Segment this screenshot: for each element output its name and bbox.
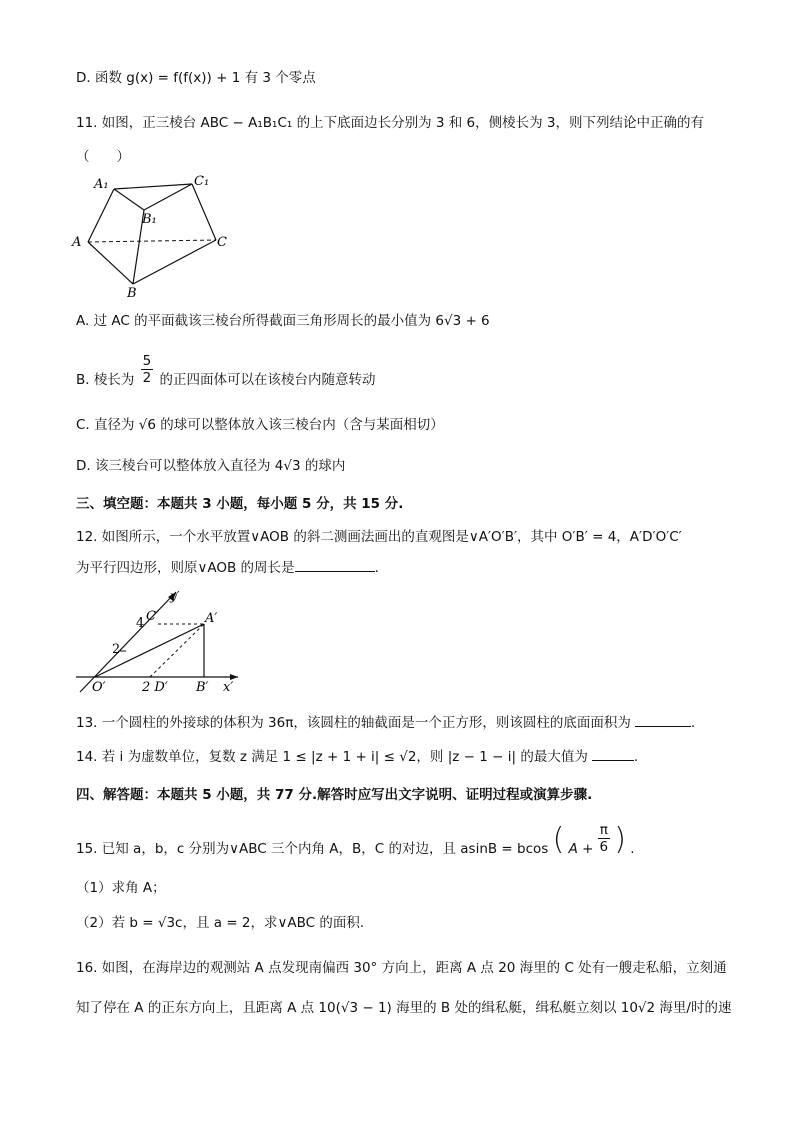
q10-option-d: D. 函数 g(x) = f(f(x)) + 1 有 3 个零点 (76, 70, 316, 86)
label-b-prime: B′ (196, 680, 209, 695)
fraction-denominator: 6 (599, 839, 609, 855)
option-b-prefix: B. 棱长为 (76, 371, 135, 388)
label-y-axis: y′ (170, 589, 180, 603)
section4-title: 四、解答题：本题共 5 小题，共 77 分.解答时应写出文字说明、证明过程或演算步骤. (76, 787, 593, 803)
label-a: A (72, 235, 82, 250)
q14-end: . (633, 749, 639, 765)
q11-stem: 11. 如图，正三棱台 ABC − A₁B₁C₁ 的上下底面边长分别为 3 和 6，侧棱长为 3，则下列结论中正确的有 (76, 115, 705, 131)
q11-option-c: C. 直径为 √6 的球可以整体放入该三棱台内（含与某面相切） (76, 417, 444, 433)
q15-text: 15. 已知 a，b，c 分别为∨ABC 三个内角 A，B，C 的对边，且 asinB = bcos (76, 840, 549, 857)
label-b: B (127, 286, 137, 301)
label-four: 4 (136, 616, 145, 631)
q11-answer-paren: （ ） (76, 149, 130, 165)
section3-title: 三、填空题：本题共 3 小题，每小题 5 分，共 15 分. (76, 496, 404, 512)
q15-end: . (630, 840, 635, 857)
q14-answer-blank[interactable] (592, 746, 634, 761)
q15-part2: （2）若 b = √3c，且 a = 2，求∨ABC 的面积. (76, 915, 365, 931)
label-two: 2 (112, 642, 121, 657)
q12-stem-text: 为平行四边形，则原∨AOB 的周长是 (76, 560, 295, 576)
q11-option-d: D. 该三棱台可以整体放入直径为 4√3 的球内 (76, 458, 346, 474)
fraction-numerator: π (599, 822, 608, 838)
q15-formula-a: A + (568, 840, 594, 857)
q14-text: 14. 若 i 为虚数单位，复数 z 满足 1 ≤ |z + 1 + i| ≤ √2，则 |z − 1 − i| 的最大值为 (76, 749, 588, 765)
q15-stem (76, 822, 635, 864)
q16-line2: 知了停在 A 的正东方向上，且距离 A 点 10(√3 − 1) 海里的 B 处的缉私艇，缉私艇立刻以 10√2 海里/时的速 (76, 1000, 732, 1016)
q11-option-a: A. 过 AC 的平面截该三棱台所得截面三角形周长的最小值为 6√3 + 6 (76, 313, 490, 329)
label-o-prime: O′ (92, 680, 106, 695)
option-b-suffix: 的正四面体可以在该棱台内随意转动 (159, 371, 376, 388)
label-a-prime: A′ (205, 611, 218, 626)
q12-oblique-figure (70, 586, 250, 698)
q13-stem (76, 712, 695, 733)
label-a1: A₁ (94, 177, 109, 192)
q12-stem: 12. 如图所示，一个水平放置∨AOB 的斜二测画法画出的直观图是∨A′O′B′，其中 O′B′ = 4，A′D′O′C′ (76, 529, 682, 545)
q13-answer-blank[interactable] (635, 712, 691, 727)
q12-stem-end: . (374, 560, 379, 576)
q11-frustum-figure (66, 172, 246, 302)
option-b-fraction (141, 353, 154, 386)
q15-part1: （1）求角 A； (76, 880, 166, 896)
label-b1: B₁ (142, 212, 157, 227)
q14-stem (76, 746, 638, 767)
label-c-prime: C′ (146, 609, 159, 624)
fraction-denominator: 2 (142, 370, 152, 386)
q11-option-b (76, 355, 376, 393)
label-c: C (217, 235, 227, 250)
label-d-prime: 2 D′ (142, 680, 168, 695)
q16-line1: 16. 如图，在海岸边的观测站 A 点发现南偏西 30° 方向上，距离 A 点 20 海里的 C 处有一艘走私船，立刻通 (76, 960, 727, 976)
q12-answer-blank[interactable] (295, 557, 375, 572)
q15-paren-close: ) (614, 821, 626, 857)
q13-text: 13. 一个圆柱的外接球的体积为 36π，该圆柱的轴截面是一个正方形，则该圆柱的底面面积为 (76, 715, 631, 731)
q15-pi-fraction (598, 822, 610, 855)
q13-end: . (690, 715, 696, 731)
label-x-axis: x′ (223, 680, 234, 695)
q15-paren-open: ( (552, 821, 565, 857)
fraction-numerator: 5 (142, 353, 152, 369)
label-c1: C₁ (194, 174, 210, 189)
q12-stem-line2 (76, 557, 379, 578)
